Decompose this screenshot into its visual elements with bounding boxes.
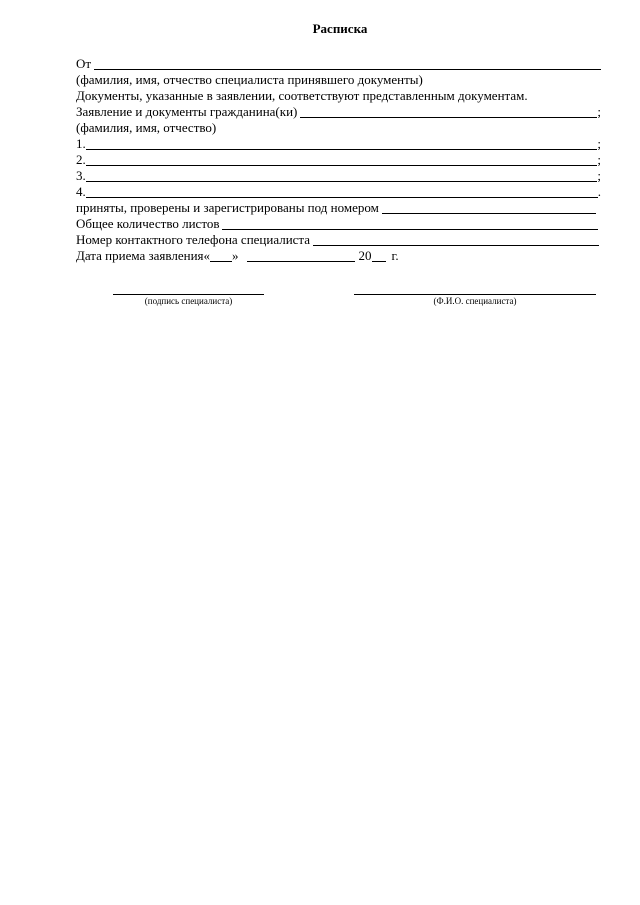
phone-row: [76, 232, 599, 248]
signature-line[interactable]: [113, 282, 264, 295]
item-row-1: [76, 136, 601, 152]
item-field[interactable]: [86, 137, 598, 150]
citizen-field[interactable]: [300, 105, 597, 118]
item-field[interactable]: [86, 185, 598, 198]
date-quote-close: »: [232, 248, 239, 263]
fio-caption: (Ф.И.О. специалиста): [433, 296, 517, 306]
signature-caption: (подпись специалиста): [144, 296, 233, 306]
document-title: Расписка: [312, 21, 368, 36]
citizen-label: Заявление и документы гражданина(ки): [76, 104, 298, 119]
from-label: От: [76, 56, 92, 71]
date-year-field[interactable]: [372, 249, 386, 262]
item-end: ;: [597, 136, 601, 151]
citizen-row: [76, 104, 601, 120]
registered-label: приняты, проверены и зарегистрированы под номером: [76, 200, 379, 215]
citizen-hint-row: [76, 120, 601, 136]
citizen-end: ;: [597, 104, 601, 119]
item-number: 3.: [76, 168, 86, 183]
item-row-4: [76, 184, 601, 200]
from-row: [76, 56, 601, 72]
phone-field[interactable]: [313, 233, 599, 246]
sheets-label: Общее количество листов: [76, 216, 220, 231]
date-row: [76, 248, 399, 264]
registration-number-field[interactable]: [382, 201, 596, 214]
phone-label: Номер контактного телефона специалиста: [76, 232, 311, 247]
item-end: ;: [597, 168, 601, 183]
from-field[interactable]: [94, 57, 601, 70]
item-field[interactable]: [86, 169, 598, 182]
statement-row: [76, 88, 601, 104]
from-hint-row: [76, 72, 601, 88]
citizen-hint: (фамилия, имя, отчество): [76, 120, 217, 135]
sheets-count-field[interactable]: [222, 217, 598, 230]
item-end: .: [597, 184, 601, 199]
from-hint: (фамилия, имя, отчество специалиста принявшего документы): [76, 72, 423, 87]
date-label: Дата приема заявления«: [76, 248, 211, 263]
statement-text: Документы, указанные в заявлении, соответствуют представленным документам.: [76, 88, 528, 103]
date-year-suffix: г.: [391, 248, 399, 263]
item-field[interactable]: [86, 153, 598, 166]
date-month-field[interactable]: [247, 249, 355, 262]
registered-row: [76, 200, 596, 216]
item-end: ;: [597, 152, 601, 167]
item-row-3: [76, 168, 601, 184]
item-number: 1.: [76, 136, 86, 151]
date-year-prefix: 20: [358, 248, 372, 263]
sheets-row: [76, 216, 598, 232]
date-day-field[interactable]: [210, 249, 232, 262]
item-row-2: [76, 152, 601, 168]
item-number: 4.: [76, 184, 86, 199]
item-number: 2.: [76, 152, 86, 167]
fio-line[interactable]: [354, 282, 596, 295]
